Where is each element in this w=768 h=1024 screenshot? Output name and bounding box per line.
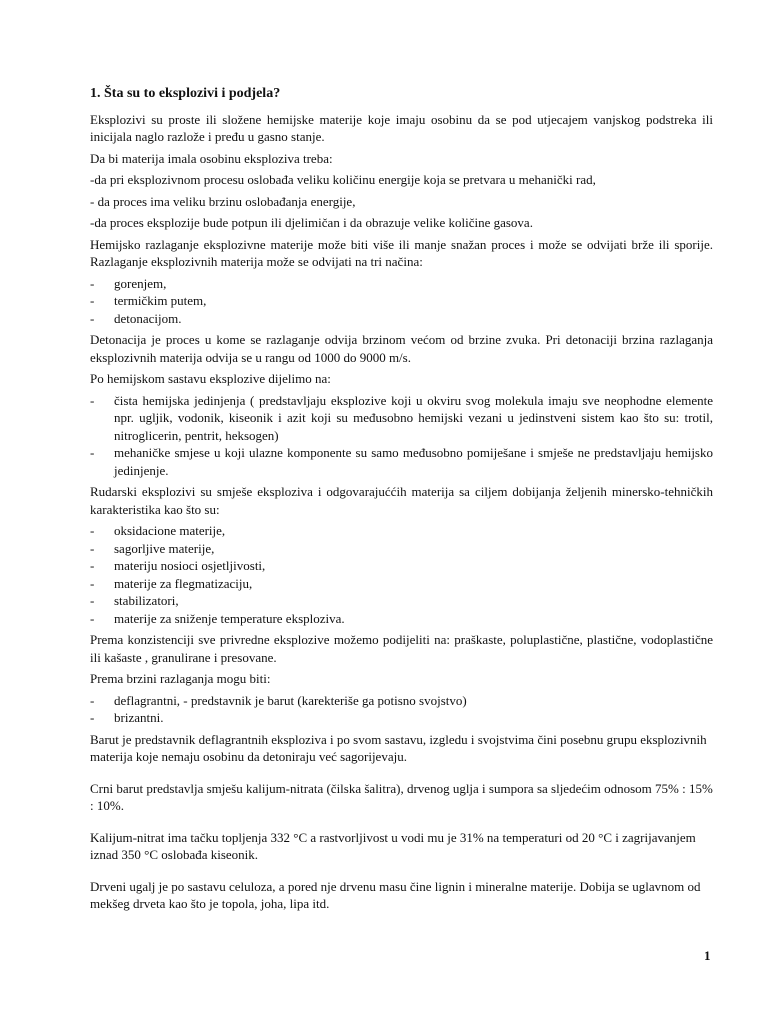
document-body (90, 85, 713, 917)
section-heading: 1. Šta su to eksplozivi i podjela? (90, 86, 281, 101)
paragraph: Kalijum-nitrat ima tačku topljenja 332 °C a rastvorljivost u vodi mu je 31% na temperaturi od 20 °C i zagrijavanjem iznad 350 °C oslobađa kiseonik. (90, 829, 696, 862)
paragraph: Eksplozivi su proste ili složene hemijske materije koje imaju osobinu da se pod utjecajem vanjskog podstreka ili inicijala naglo razlože i pređu u gasno stanje. (90, 111, 713, 144)
speed-list (90, 692, 713, 727)
list-item: - mehaničke smjese u koji ulazne komponente su samo međusobno pomiješane i smješe ne predstavljaju hemijsko jedinjenje. (90, 444, 713, 479)
paragraph: Barut je predstavnik deflagrantnih eksploziva i po svom sastavu, izgledu i svojstvima čini posebnu grupu eksplozivnih materija koje nemaju osobinu da detoniraju već sagorijevaju. (90, 731, 707, 764)
list-item: - čista hemijska jedinjenja ( predstavljaju eksplozive koji u okviru svog molekula imaju sve neophodne elemente npr. ugljik, vodonik, kiseonik i azit koji su međusobno hemijski vezani u jedinstveni sistem kao što su: trotil, nitroglicerin, pentrit, heksogen) (90, 392, 713, 445)
list-item: - oksidacione materije, (90, 522, 713, 540)
paragraph: Prema konzistenciji sve privredne eksplozive možemo podijeliti na: praškaste, poluplastične, plastične, vodoplastične ili kašaste , granulirane i presovane. (90, 632, 713, 665)
decomposition-list (90, 275, 713, 328)
composition-list (90, 392, 713, 480)
paragraph: Da bi materija imala osobinu eksploziva treba: (90, 150, 333, 166)
paragraph: Prema brzini razlaganja mogu biti: (90, 671, 271, 686)
components-list (90, 522, 713, 627)
list-item: - stabilizatori, (90, 592, 713, 610)
paragraph: Drveni ugalj je po sastavu celuloza, a pored nje drvenu masu čine lignin i mineralne materije. Dobija se uglavnom od mekšeg drveta kao što je topola, joha, lipa itd. (90, 878, 701, 911)
list-item: - sagorljive materije, (90, 540, 713, 558)
list-item: - brizantni. (90, 709, 713, 727)
list-item: - termičkim putem, (90, 292, 713, 310)
paragraph: Rudarski eksplozivi su smješe eksploziva i odgovarajuććih materija sa ciljem dobijanja željenih minersko-tehničkih karakteristika kao što su: (90, 484, 713, 517)
paragraph: Detonacija je proces u kome se razlaganje odvija brzinom većom od brzine zvuka. Pri detonaciji brzina razlaganja eksplozivnih materija odvija se u rangu od 1000 do 9000 m/s. (90, 332, 713, 365)
page-number: 1 (704, 948, 711, 963)
list-item: - materije za sniženje temperature eksploziva. (90, 610, 713, 628)
paragraph: Po hemijskom sastavu eksplozive dijelimo na: (90, 371, 331, 386)
list-item: - materiju nosioci osjetljivosti, (90, 557, 713, 575)
list-item: - deflagrantni, - predstavnik je barut (karekteriše ga potisno svojstvo) (90, 692, 713, 710)
paragraph: -da proces eksplozije bude potpun ili djelimičan i da obrazuje velike količine gasova. (90, 215, 533, 230)
paragraph: - da proces ima veliku brzinu oslobađanja energije, (90, 193, 356, 209)
list-item: - gorenjem, (90, 275, 713, 293)
paragraph: -da pri eksplozivnom procesu oslobađa veliku količinu energije koja se pretvara u mehanički rad, (90, 172, 596, 187)
paragraph: Crni barut predstavlja smješu kalijum-nitrata (čilska šalitra), drvenog uglja i sumpora sa sljedećim odnosom 75% : 15% : 10%. (90, 780, 713, 813)
list-item: - detonacijom. (90, 310, 713, 328)
paragraph: Hemijsko razlaganje eksplozivne materije može biti više ili manje snažan proces i može se odvijati brže ili sporije. Razlaganje eksplozivnih materija može se odvijati na tri načina: (90, 236, 713, 269)
list-item: - materije za flegmatizaciju, (90, 575, 713, 593)
